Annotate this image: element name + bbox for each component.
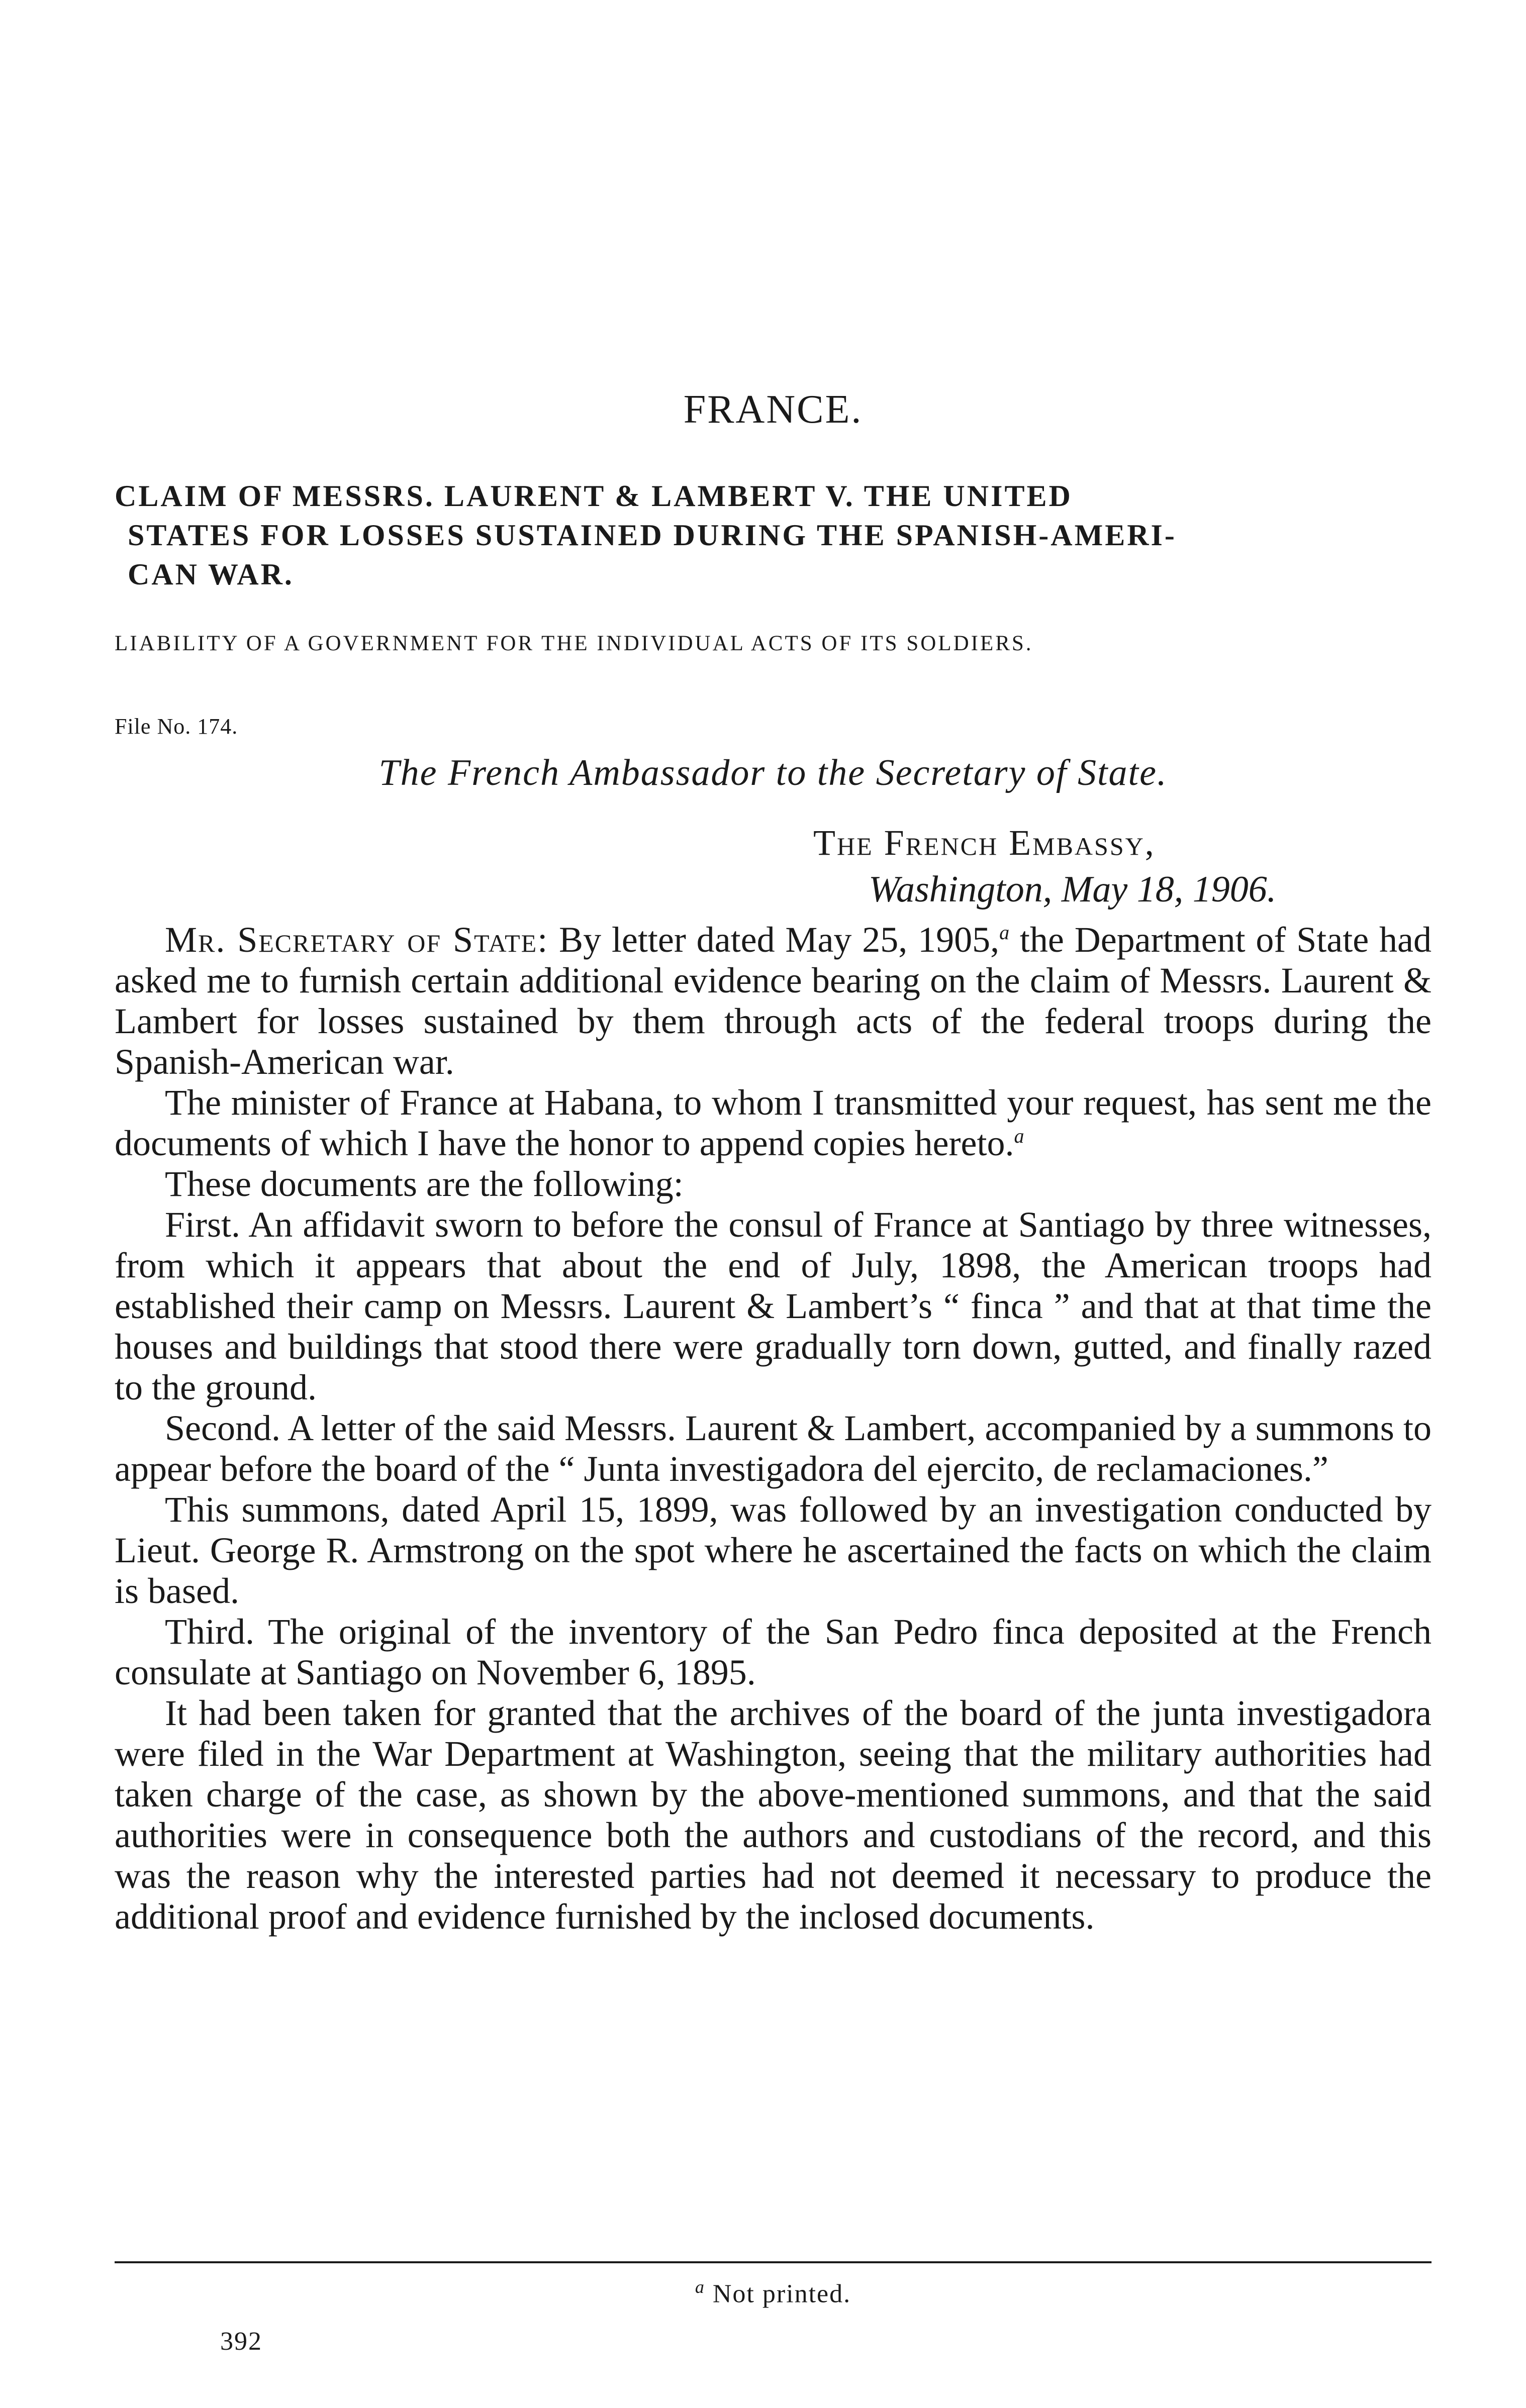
paragraph-6: This summons, dated April 15, 1899, was followed by an investigation conducted by Lieut. George R. Armstrong on the spot where he ascertained the facts on which the claim is based. (115, 1489, 1432, 1611)
country-heading: FRANCE. (683, 387, 863, 432)
footnote-mark-1: a (999, 921, 1010, 944)
footnote (115, 2276, 1432, 2309)
claim-heading-line-1: CLAIM OF MESSRS. LAURENT & LAMBERT V. THE UNITED (115, 479, 1073, 513)
embassy-name: The French Embassy, (813, 823, 1156, 863)
paragraph-2 (115, 1082, 1432, 1164)
footnote-text: Not printed. (712, 2279, 851, 2309)
paragraph-1 (115, 920, 1432, 1082)
paragraph-1-text-a: By letter dated May 25, 1905, (548, 920, 1000, 960)
file-number: File No. 174. (115, 714, 238, 739)
dateline: Washington, May 18, 1906. (869, 869, 1277, 910)
footnote-mark-2: a (1014, 1125, 1024, 1147)
document-page (115, 0, 1432, 2408)
page-number: 392 (220, 2327, 262, 2356)
paragraph-8: It had been taken for granted that the archives of the board of the junta investigadora were filed in the War Department at Washington, seeing that the military authorities had taken charge of the case, as shown by the above-mentioned summons, and that the said authorities were in consequence both the authors and custodians of the record, and this was the reason why the interested parties had not deemed it necessary to produce the additional proof and evidence furnished by the inclosed documents. (115, 1693, 1432, 1937)
paragraph-2-text: The minister of France at Habana, to whom I transmitted your request, has sent me the documents of which I have the honor to append copies hereto. (115, 1082, 1432, 1163)
claim-heading-line-3: CAN WAR. (128, 558, 294, 591)
section-subheading: LIABILITY OF A GOVERNMENT FOR THE INDIVIDUAL ACTS OF ITS SOLDIERS. (115, 632, 1033, 655)
paragraph-3: These documents are the following: (165, 1164, 684, 1204)
paragraph-5: Second. A letter of the said Messrs. Laurent & Lambert, accompanied by a summons to appear before the board of the “ Junta investigadora del ejercito, de reclamaciones.” (115, 1408, 1432, 1489)
footnote-divider (115, 2261, 1432, 2263)
letter-title: The French Ambassador to the Secretary of State. (378, 752, 1168, 793)
claim-heading (115, 476, 1432, 594)
paragraph-1-text-b: the Department of State had asked me to furnish certain additional evidence bearing on the claim of Messrs. Laurent & Lambert for losses sustained by them through acts of the federal troops during the Spanish-American war. (115, 920, 1432, 1082)
paragraph-4: First. An affidavit sworn to before the consul of France at Santiago by three witnesses, from which it appears that about the end of July, 1898, the American troops had established their camp on Messrs. Laurent & Lambert’s “ finca ” and that at that time the houses and buildings that stood there were gradually torn down, gutted, and finally razed to the ground. (115, 1205, 1432, 1408)
letter-body (115, 920, 1432, 1937)
claim-heading-line-2: STATES FOR LOSSES SUSTAINED DURING THE SPANISH-AMERI- (128, 519, 1177, 552)
footnote-mark: a (695, 2277, 705, 2297)
paragraph-7: Third. The original of the inventory of the San Pedro finca deposited at the French consulate at Santiago on November 6, 1895. (115, 1612, 1432, 1692)
salutation: Mr. Secretary of State: (165, 920, 549, 960)
